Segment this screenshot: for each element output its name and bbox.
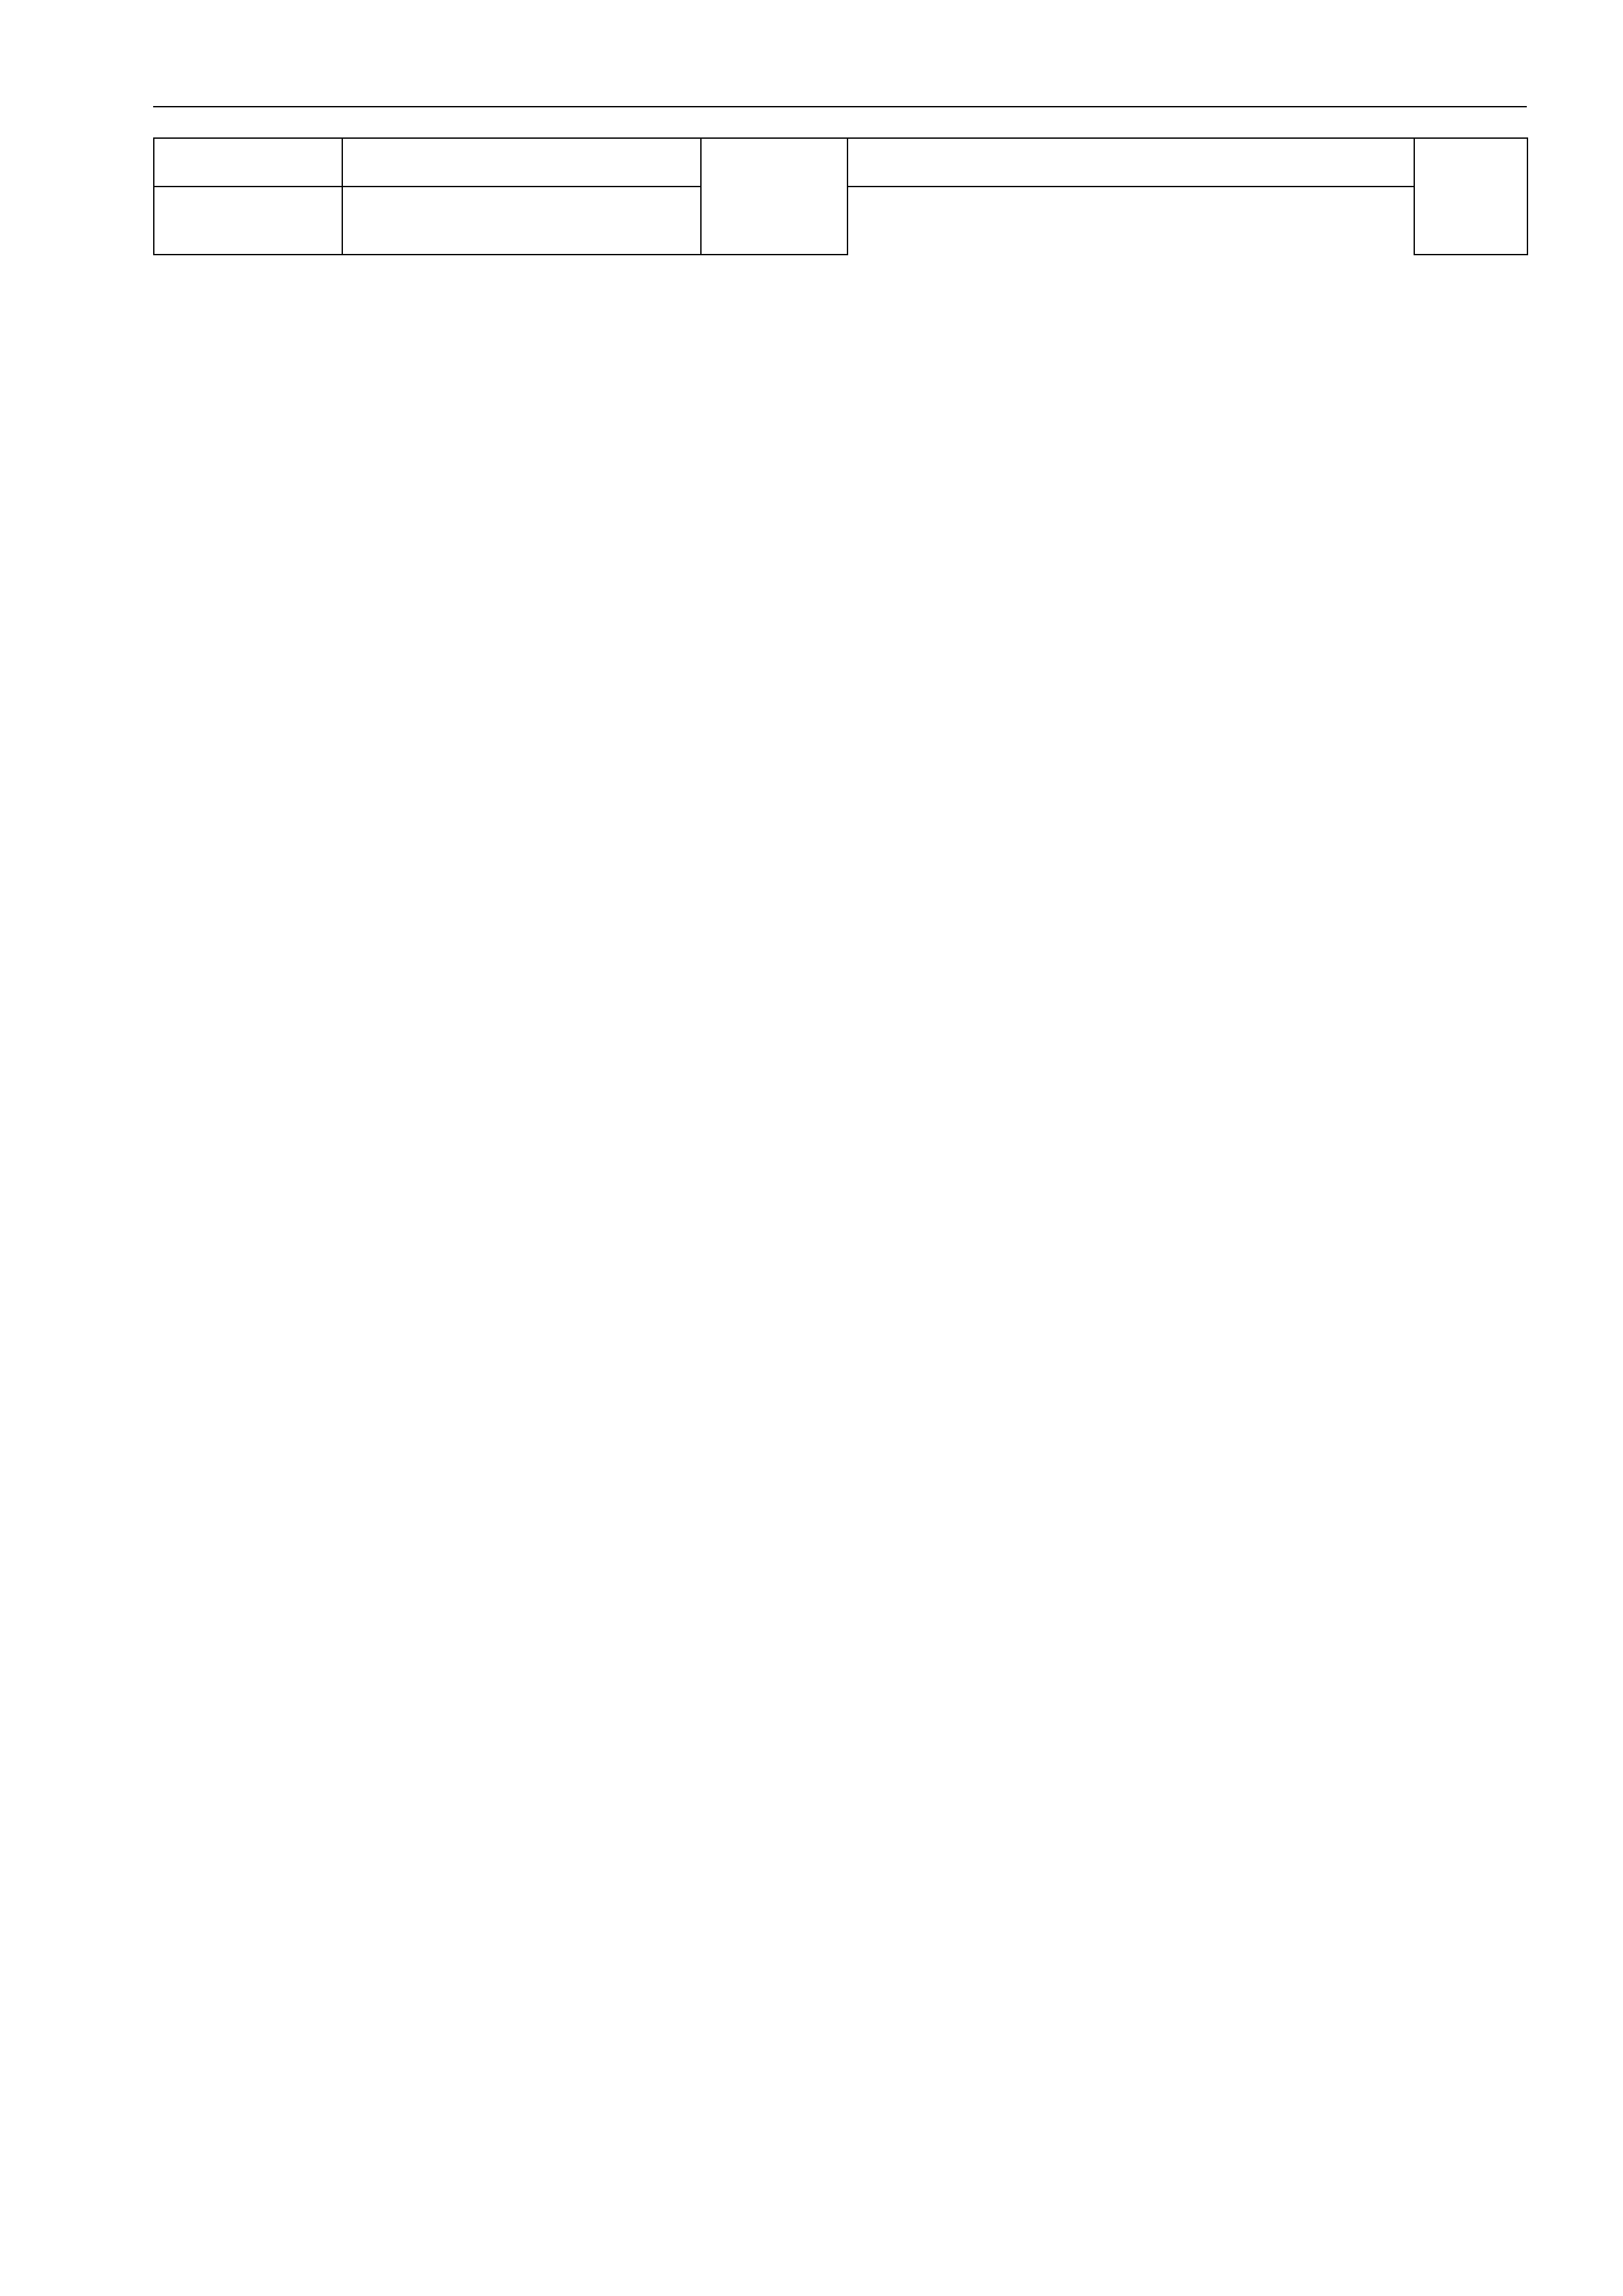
col-code-header: [154, 138, 342, 187]
col-direct-costs: [701, 138, 847, 255]
col-group-incl: [847, 138, 1414, 187]
col-materials-name-header: [342, 187, 701, 255]
table-head: [154, 138, 1527, 255]
col-labor-hours: [1414, 138, 1527, 255]
rates-table: [153, 137, 1528, 255]
col-materials-code-header: [154, 187, 342, 255]
col-name-header: [342, 138, 701, 187]
running-header: [153, 73, 1527, 107]
